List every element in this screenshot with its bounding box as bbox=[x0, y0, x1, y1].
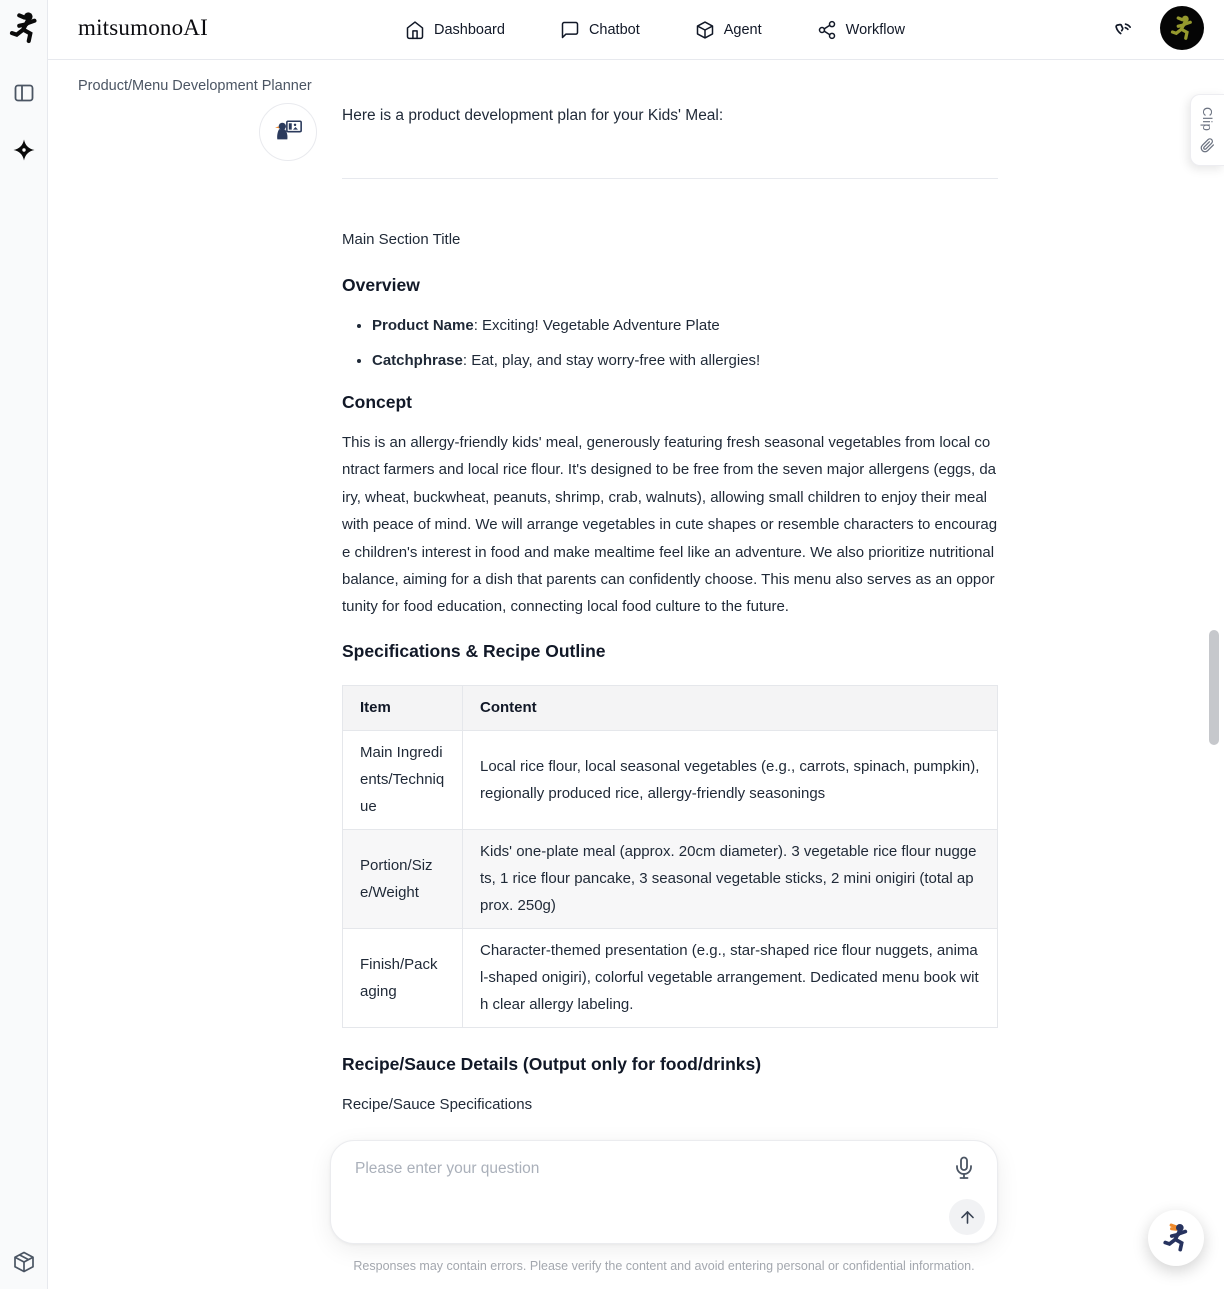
nav-item-workflow[interactable] bbox=[817, 20, 905, 40]
sidebar-toggle-icon[interactable] bbox=[12, 81, 36, 105]
table-cell-item: Main Ingredients/Technique bbox=[343, 730, 463, 829]
assistant-message-intro: Here is a product development plan for your Kids' Meal: bbox=[342, 107, 724, 124]
table-row bbox=[343, 730, 998, 829]
nav-label: Dashboard bbox=[434, 22, 505, 38]
nav-item-dashboard[interactable] bbox=[405, 20, 505, 40]
left-sidebar bbox=[0, 0, 48, 1289]
table-cell-content: Local rice flour, local seasonal vegetables (e.g., carrots, spinach, pumpkin), regionally produced rice, allergy-friendly seasonings bbox=[463, 730, 998, 829]
disclaimer-text: Responses may contain errors. Please verify the content and avoid entering personal or confidential information. bbox=[353, 1259, 975, 1273]
send-button[interactable] bbox=[949, 1199, 985, 1235]
heading-specifications: Specifications & Recipe Outline bbox=[342, 640, 606, 661]
table-row bbox=[343, 829, 998, 928]
overview-list bbox=[342, 312, 998, 374]
table-header-item: Item bbox=[343, 685, 463, 730]
arrow-up-icon bbox=[958, 1208, 977, 1227]
nav-item-chatbot[interactable] bbox=[560, 20, 640, 40]
recipe-subheading: Recipe/Sauce Specifications bbox=[342, 1095, 533, 1113]
question-input[interactable] bbox=[355, 1155, 915, 1183]
heading-concept: Concept bbox=[342, 392, 412, 412]
share-network-icon bbox=[817, 20, 837, 40]
heading-overview: Overview bbox=[342, 275, 420, 295]
clip-tab-button[interactable] bbox=[1190, 94, 1224, 166]
brand-ninja-logo-icon bbox=[5, 9, 43, 51]
specs-table bbox=[342, 685, 998, 1028]
vertical-scrollbar-thumb[interactable] bbox=[1209, 630, 1219, 745]
paperclip-icon bbox=[1200, 138, 1215, 153]
assistant-message-body bbox=[342, 226, 998, 1118]
table-cell-item: Portion/Size/Weight bbox=[343, 829, 463, 928]
list-item bbox=[372, 312, 998, 339]
assistant-avatar bbox=[259, 103, 317, 161]
cube-icon bbox=[695, 20, 715, 40]
table-header-content: Content bbox=[463, 685, 998, 730]
message-divider bbox=[342, 178, 998, 179]
nav-label: Workflow bbox=[845, 22, 905, 38]
table-cell-content: Character-themed presentation (e.g., star-shaped rice flour nuggets, animal-shaped onigiri), colorful vegetable arrangement. Dedicated menu book with clear allergy labeling. bbox=[463, 928, 998, 1027]
ninja-card-icon bbox=[271, 115, 305, 149]
heading-recipe-details: Recipe/Sauce Details (Output only for food/drinks) bbox=[342, 1053, 762, 1074]
table-row bbox=[343, 928, 998, 1027]
table-cell-content: Kids' one-plate meal (approx. 20cm diameter). 3 vegetable rice flour nuggets, 1 rice flour pancake, 3 seasonal vegetable sticks, 2 mini onigiri (total approx. 250g) bbox=[463, 829, 998, 928]
list-item bbox=[372, 347, 998, 374]
nav-label: Agent bbox=[723, 22, 762, 38]
sandbox-cube-icon[interactable] bbox=[12, 1250, 36, 1274]
microphone-icon[interactable] bbox=[952, 1156, 976, 1182]
chat-bubble-icon bbox=[560, 20, 580, 40]
question-composer bbox=[330, 1140, 998, 1244]
assistant-fab-button[interactable] bbox=[1148, 1210, 1204, 1266]
main-nav bbox=[405, 0, 905, 60]
table-header-row bbox=[343, 685, 998, 730]
sparkle-icon[interactable] bbox=[12, 138, 36, 162]
voice-call-icon[interactable] bbox=[1112, 19, 1135, 42]
concept-paragraph: This is an allergy-friendly kids' meal, generously featuring fresh seasonal vegetables from local contract farmers and local rice flour. It's designed to be free from the seven major allergens (eggs, dairy, wheat, buckwheat, peanuts, shrimp, crab, walnuts), allowing small children to enjoy their meal with peace of mind. We will arrange vegetables in cute shapes or resemble characters to encourage children's interest in food and make mealtime feel like an adventure. We also prioritize nutritional balance, aiming for a dish that parents can confidently choose. This menu also serves as an opportunity for food education, connecting local food culture to the future. bbox=[342, 434, 998, 616]
bullet-text: : Exciting! Vegetable Adventure Plate bbox=[473, 317, 720, 334]
bullet-label: Catchphrase bbox=[372, 352, 463, 369]
section-title: Main Section Title bbox=[342, 231, 461, 248]
nav-label: Chatbot bbox=[588, 22, 640, 38]
bullet-text: : Eat, play, and stay worry-free with allergies! bbox=[462, 352, 761, 369]
brand-name: mitsumonoAI bbox=[78, 15, 208, 40]
home-icon bbox=[405, 20, 425, 40]
bullet-label: Product Name bbox=[372, 317, 474, 334]
table-cell-item: Finish/Packaging bbox=[343, 928, 463, 1027]
ninja-icon bbox=[1159, 1221, 1193, 1255]
nav-item-agent[interactable] bbox=[695, 20, 762, 40]
top-header bbox=[48, 0, 1224, 60]
page-title: Product/Menu Development Planner bbox=[78, 78, 312, 94]
user-avatar[interactable] bbox=[1160, 6, 1204, 50]
clip-tab-label: Clip bbox=[1200, 107, 1215, 132]
